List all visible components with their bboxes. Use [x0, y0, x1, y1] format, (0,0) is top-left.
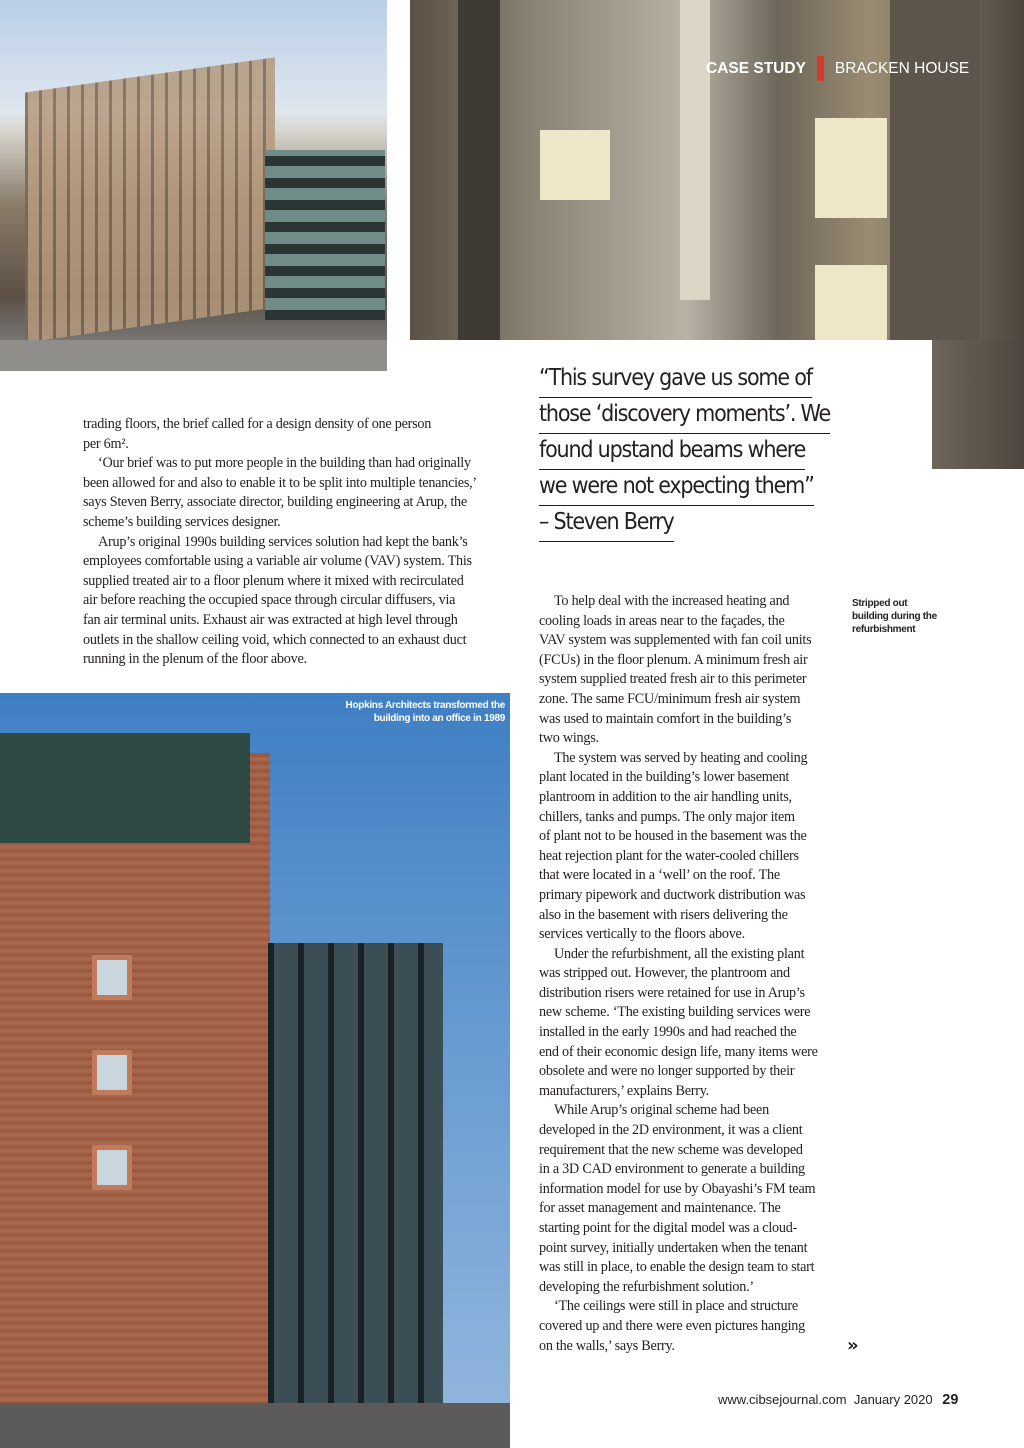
text-line: distribution risers were retained for use in Arup’s: [539, 984, 805, 1001]
text-line: starting point for the digital model was a cloud-: [539, 1220, 798, 1236]
quote-line: found upstand beams where: [539, 434, 805, 470]
footer-url[interactable]: www.cibsejournal.com: [718, 1392, 847, 1407]
text-line: outlets in the shallow ceiling void, which connected to an exhaust duct: [83, 631, 467, 648]
text-line: was still in place, to enable the design team to start: [539, 1259, 815, 1276]
quote-line: “This survey gave us some of: [539, 362, 812, 398]
quote-line: those ‘discovery moments’. We: [539, 398, 830, 434]
text-line: primary pipework and ductwork distribution was: [539, 886, 806, 903]
text-line: heat rejection plant for the water-cooled chillers: [539, 847, 799, 864]
bracken-house-photo: [0, 693, 510, 1448]
text-line: air before reaching the occupied space through circular diffusers, via: [83, 592, 456, 609]
text-line: The system was served by heating and cooling: [554, 749, 808, 766]
photo-caption-hopkins: [300, 699, 505, 725]
text-line: covered up and there were even pictures hanging: [539, 1317, 805, 1334]
text-line: plantroom in addition to the air handling units,: [539, 788, 792, 805]
text-line: information model for use by Obayashi’s FM team: [539, 1180, 816, 1197]
text-line: employees comfortable using a variable air volume (VAV) system. This: [83, 553, 472, 570]
header-divider: [817, 56, 824, 81]
photo-caption-stripped: [852, 597, 937, 636]
text-line: manufacturers,’ explains Berry.: [539, 1082, 709, 1099]
text-line: developing the refurbishment solution.’: [539, 1278, 754, 1295]
text-line: trading floors, the brief called for a design density of one person: [83, 416, 432, 432]
text-line: was used to maintain comfort in the building’s: [539, 710, 792, 727]
topic-label: BRACKEN HOUSE: [834, 59, 970, 77]
quote-line: we were not expecting them”: [539, 470, 814, 506]
body-text-right: [539, 592, 818, 1356]
text-line: also in the basement with risers delivering the: [539, 906, 788, 923]
text-line: fan air terminal units. Exhaust air was extracted at high level through: [83, 611, 458, 628]
text-line: zone. The same FCU/minimum fresh air system: [539, 690, 801, 707]
text-line: of plant not to be housed in the basement was the: [539, 828, 807, 845]
stripped-interior-photo-extension: [932, 340, 1024, 469]
text-line: point survey, initially undertaken when the tenant: [539, 1239, 808, 1256]
text-line: chillers, tanks and pumps. The only major item: [539, 808, 795, 825]
text-line: scheme’s building services designer.: [83, 513, 281, 530]
scaffolded-building-photo: [0, 0, 387, 371]
continue-arrow-icon: »: [847, 1335, 859, 1356]
caption-line: building during the: [852, 611, 937, 622]
caption-line: Hopkins Architects transformed the: [345, 700, 505, 711]
caption-line: Stripped out: [852, 598, 908, 609]
pull-quote: [539, 362, 830, 542]
text-line: system supplied treated fresh air to this perimeter: [539, 671, 807, 688]
footer-issue: January 2020: [853, 1392, 933, 1407]
caption-line: refurbishment: [852, 624, 916, 635]
text-line: While Arup’s original scheme had been: [554, 1102, 769, 1119]
text-line: VAV system was supplemented with fan coil units: [539, 632, 812, 649]
text-line: end of their economic design life, many items were: [539, 1043, 818, 1060]
text-line: in a 3D CAD environment to generate a building: [539, 1161, 805, 1178]
text-line: on the walls,’ says Berry.: [539, 1337, 675, 1354]
text-line: per 6m².: [83, 435, 129, 452]
text-line: running in the plenum of the floor above.: [83, 651, 307, 668]
body-text-left: [83, 415, 477, 670]
text-line: Under the refurbishment, all the existing plant: [554, 945, 805, 962]
section-header: [706, 56, 969, 81]
section-label: CASE STUDY: [706, 59, 806, 77]
text-line: says Steven Berry, associate director, building engineering at Arup, the: [83, 494, 467, 511]
stripped-interior-photo: [410, 0, 1024, 340]
text-line: ‘Our brief was to put more people in the building than had originally: [98, 455, 471, 472]
text-line: that were located in a ‘well’ on the roof. The: [539, 867, 780, 884]
text-line: for asset management and maintenance. The: [539, 1200, 781, 1217]
text-line: installed in the early 1990s and had reached the: [539, 1024, 797, 1041]
text-line: cooling loads in areas near to the façades, the: [539, 612, 785, 629]
text-line: new scheme. ‘The existing building services were: [539, 1004, 811, 1021]
text-line: two wings.: [539, 730, 599, 747]
page-footer: [718, 1392, 958, 1408]
text-line: been allowed for and also to enable it to be split into multiple tenancies,’: [83, 474, 477, 491]
page-number: 29: [942, 1392, 959, 1408]
text-line: developed in the 2D environment, it was a client: [539, 1122, 803, 1139]
text-line: ‘The ceilings were still in place and structure: [554, 1298, 798, 1315]
text-line: (FCUs) in the floor plenum. A minimum fresh air: [539, 651, 808, 668]
text-line: supplied treated air to a floor plenum where it mixed with recirculated: [83, 572, 464, 589]
text-line: To help deal with the increased heating and: [554, 593, 790, 609]
caption-line: building into an office in 1989: [373, 713, 505, 724]
text-line: plant located in the building’s lower basement: [539, 769, 790, 786]
text-line: obsolete and were no longer supported by their: [539, 1063, 795, 1080]
text-line: services vertically to the floors above.: [539, 926, 745, 943]
text-line: requirement that the new scheme was developed: [539, 1141, 803, 1158]
text-line: was stripped out. However, the plantroom and: [539, 965, 790, 982]
quote-line: – Steven Berry: [539, 506, 674, 542]
text-line: Arup’s original 1990s building services solution had kept the bank’s: [98, 533, 468, 550]
